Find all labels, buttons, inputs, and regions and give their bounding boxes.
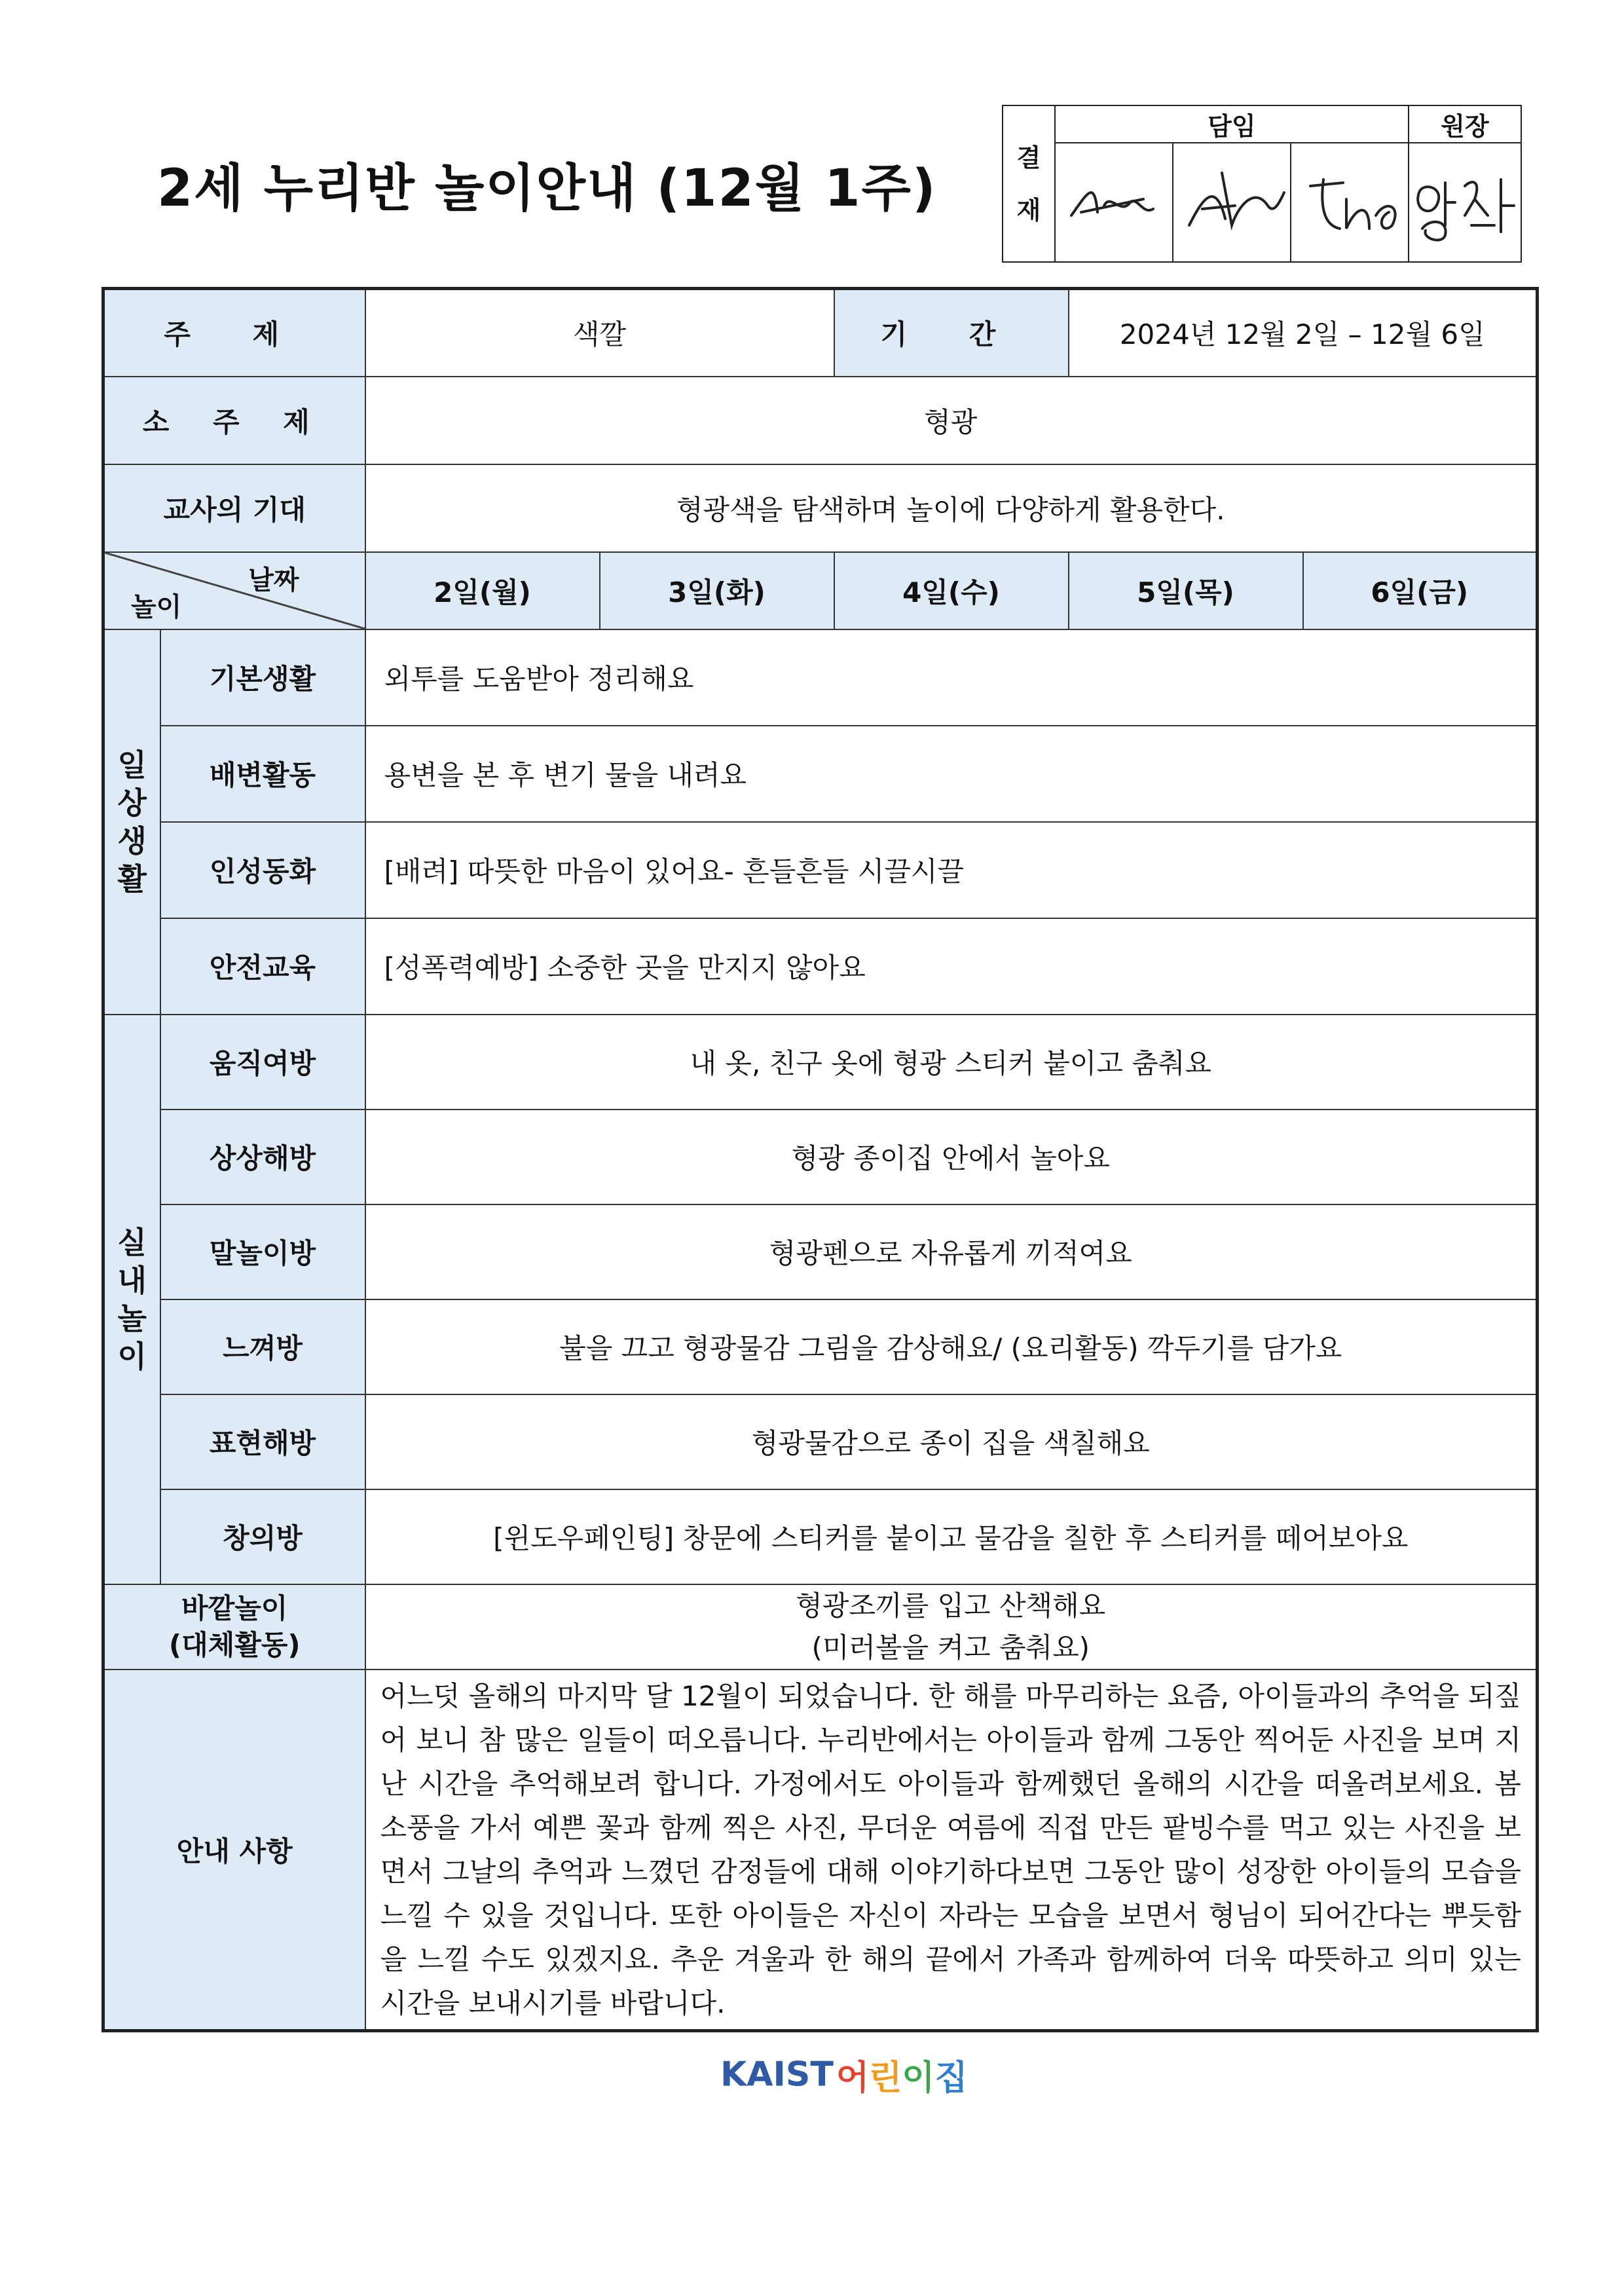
indoor-row xyxy=(103,1394,1538,1489)
indoor-item-value: 형광물감으로 종이 집을 색칠해요 xyxy=(365,1394,1538,1489)
outdoor-value xyxy=(365,1584,1538,1670)
period-value: 2024년 12월 2일 – 12월 6일 xyxy=(1069,289,1538,377)
approval-box xyxy=(1002,105,1522,263)
period-label: 기 간 xyxy=(834,289,1069,377)
indoor-item-label: 느껴방 xyxy=(160,1299,365,1394)
subtheme-value: 형광 xyxy=(365,377,1538,464)
daily-item-value: 외투를 도움받아 정리해요 xyxy=(365,629,1538,726)
approval-side-label-1: 결 xyxy=(1016,143,1041,172)
kaist-kindergarten-logo xyxy=(720,2050,968,2102)
indoor-item-label: 말놀이방 xyxy=(160,1204,365,1299)
outdoor-value-2: (미러볼을 켜고 춤춰요) xyxy=(811,1631,1090,1664)
daily-row xyxy=(103,918,1538,1015)
indoor-item-value: 불을 끄고 형광물감 그림을 감상해요/ (요리활동) 깍두기를 담가요 xyxy=(365,1299,1538,1394)
indoor-play-group-label: 실 내 놀 이 xyxy=(103,1015,160,1584)
indoor-row xyxy=(103,1299,1538,1394)
teacher-header: 담임 xyxy=(1055,105,1409,143)
daily-item-value: [성폭력예방] 소중한 곳을 만지지 않아요 xyxy=(365,918,1538,1015)
daily-item-value: [배려] 따뜻한 마음이 있어요- 흔들흔들 시끌시끌 xyxy=(365,822,1538,918)
day-header-tue: 3일(화) xyxy=(600,552,834,629)
signature-icon xyxy=(1409,153,1521,252)
day-header-row xyxy=(103,552,1538,629)
indoor-item-value: 내 옷, 친구 옷에 형광 스티커 붙이고 춤춰요 xyxy=(365,1015,1538,1110)
signature-teacher-1 xyxy=(1055,143,1173,262)
teacher-expectation-row xyxy=(103,464,1538,552)
daily-row xyxy=(103,822,1538,918)
outdoor-label-2: (대체활동) xyxy=(168,1628,301,1661)
indoor-item-label: 움직여방 xyxy=(160,1015,365,1110)
logo-name xyxy=(836,2059,968,2098)
outdoor-label xyxy=(103,1584,365,1670)
daily-item-label: 인성동화 xyxy=(160,822,365,918)
indoor-item-value: 형광 종이집 안에서 놀아요 xyxy=(365,1110,1538,1204)
corner-date-label: 날짜 xyxy=(248,565,299,595)
daily-row xyxy=(103,726,1538,822)
subtheme-label: 소 주 제 xyxy=(103,377,365,464)
signature-teacher-3 xyxy=(1291,143,1409,262)
indoor-row xyxy=(103,1110,1538,1204)
subtheme-row xyxy=(103,377,1538,464)
outdoor-label-1: 바깥놀이 xyxy=(181,1592,288,1624)
page-title: 2세 누리반 놀이안내 (12월 1주) xyxy=(157,159,937,218)
approval-side-label xyxy=(1003,105,1055,262)
weekly-plan-table xyxy=(101,287,1539,2032)
daily-item-label: 배변활동 xyxy=(160,726,365,822)
logo-brand: KAIST xyxy=(720,2055,834,2095)
indoor-item-label: 표현해방 xyxy=(160,1394,365,1489)
indoor-row xyxy=(103,1489,1538,1584)
notice-row xyxy=(103,1670,1538,2031)
approval-side-label-2: 재 xyxy=(1016,195,1041,225)
indoor-item-value: 형광펜으로 자유롭게 끼적여요 xyxy=(365,1204,1538,1299)
daily-item-label: 기본생활 xyxy=(160,629,365,726)
logo-letter: 집 xyxy=(934,2059,968,2098)
signature-teacher-2 xyxy=(1173,143,1291,262)
outdoor-row xyxy=(103,1584,1538,1670)
indoor-row xyxy=(103,1015,1538,1110)
notice-text: 어느덧 올해의 마지막 달 12월이 되었습니다. 한 해를 마무리하는 요즘, 아이들과의 추억을 되짚어 보니 참 많은 일들이 떠오릅니다. 누리반에서는 아이들과 함께 그동안 찍어둔 사진을 보며 지난 시간을 추억해보려 합니다. 가정에서도 아이들과 함께했던 올해의 시간을 떠올려보세요. 봄 소풍을 가서 예쁜 꽃과 함께 찍은 사진, 무더운 여름에 직접 만든 팥빙수를 먹고 있는 사진을 보면서 그날의 추억과 느꼈던 감정들에 대해 이야기하다보면 그동안 많이 성장한 아이들의 모습을 느낄 수 있을 것입니다. 또한 아이들은 자신이 자라는 모습을 보면서 형님이 되어간다는 뿌듯함을 느낄 수도 있겠지요. 추운 겨울과 한 해의 끝에서 가족과 함께하여 더욱 따뜻하고 의미 있는 시간을 보내시기를 바랍니다. xyxy=(365,1670,1538,2031)
logo-letter: 린 xyxy=(869,2059,902,2098)
daily-life-group-label: 일 상 생 활 xyxy=(103,629,160,1015)
teacher-expectation-value: 형광색을 탐색하며 놀이에 다양하게 활용한다. xyxy=(365,464,1538,552)
signature-director xyxy=(1409,143,1521,262)
indoor-row xyxy=(103,1204,1538,1299)
indoor-item-label: 상상해방 xyxy=(160,1110,365,1204)
signature-icon xyxy=(1176,153,1287,252)
day-header-mon: 2일(월) xyxy=(365,552,600,629)
corner-play-label: 놀이 xyxy=(131,591,182,622)
theme-row xyxy=(103,289,1538,377)
signature-icon xyxy=(1058,153,1170,252)
day-header-thu: 5일(목) xyxy=(1069,552,1303,629)
theme-label: 주 제 xyxy=(103,289,365,377)
director-header: 원장 xyxy=(1409,105,1521,143)
logo-letter: 이 xyxy=(902,2059,935,2098)
indoor-item-label: 창의방 xyxy=(160,1489,365,1584)
indoor-item-value: [윈도우페인팅] 창문에 스티커를 붙이고 물감을 칠한 후 스티커를 떼어보아요 xyxy=(365,1489,1538,1584)
daily-item-value: 용변을 본 후 변기 물을 내려요 xyxy=(365,726,1538,822)
day-header-fri: 6일(금) xyxy=(1303,552,1538,629)
daily-row xyxy=(103,629,1538,726)
day-header-wed: 4일(수) xyxy=(834,552,1069,629)
outdoor-value-1: 형광조끼를 입고 산책해요 xyxy=(796,1589,1106,1622)
daily-item-label: 안전교육 xyxy=(160,918,365,1015)
theme-value: 색깔 xyxy=(365,289,834,377)
signature-icon xyxy=(1294,153,1405,252)
day-corner-cell xyxy=(103,552,365,629)
teacher-expectation-label: 교사의 기대 xyxy=(103,464,365,552)
notice-label: 안내 사항 xyxy=(103,1670,365,2031)
logo-letter: 어 xyxy=(836,2059,870,2098)
